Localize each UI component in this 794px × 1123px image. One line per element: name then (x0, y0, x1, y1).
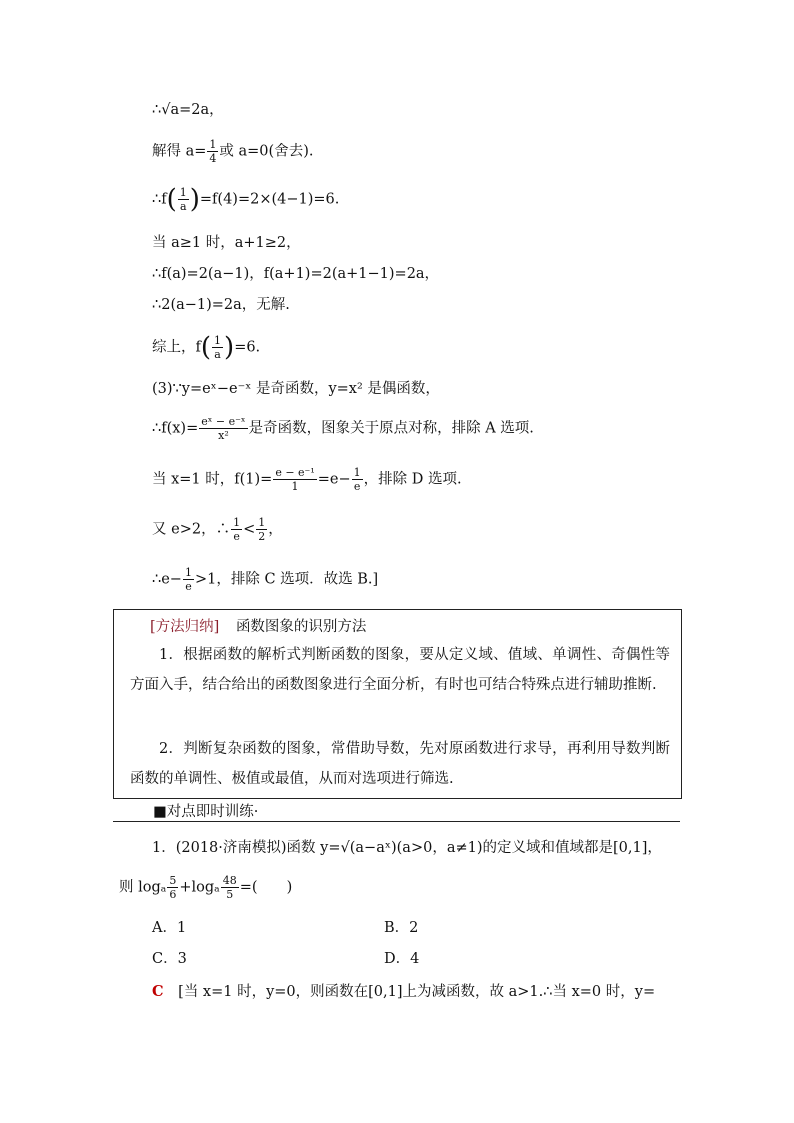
method-title: 函数图象的识别方法 (235, 619, 367, 635)
fraction (183, 566, 194, 593)
fraction-numerator: 1 (214, 334, 222, 347)
fraction-denominator: 4 (209, 152, 217, 165)
solution-line-10 (152, 466, 462, 493)
fraction-denominator: e (231, 529, 242, 543)
line3-post: =f(4)=2×(4−1)=6. (199, 191, 340, 208)
method-paragraph-2: 2．判断复杂函数的图象，常借助导数，先对原函数进行求导，再利用导数判断函数的单调性、极值或最值，从而对选项进行筛选. (130, 741, 670, 787)
option-b[interactable]: B．2 (384, 920, 419, 936)
line9-pre: ∴f(x)= (152, 420, 199, 437)
solution-line-9 (152, 415, 534, 442)
option-d[interactable]: D．4 (384, 951, 420, 967)
line12-pre: ∴e− (152, 571, 182, 588)
solution-line-4: 当 a≥1 时，a+1≥2， (152, 235, 301, 251)
fraction (178, 186, 189, 213)
solution-line-8: (3)∵y=eˣ−e⁻ˣ 是奇函数，y=x² 是偶函数， (152, 381, 440, 397)
fraction (231, 516, 242, 543)
fraction-denominator: 5 (221, 887, 239, 901)
fraction-numerator: 1 (258, 516, 266, 529)
fraction (221, 874, 239, 901)
line12-post: >1，排除 C 选项．故选 B.] (194, 571, 379, 588)
fraction-numerator: 1 (209, 138, 217, 151)
left-paren: ( (166, 184, 177, 215)
solution-line-2 (152, 138, 313, 165)
line3-pre: ∴f (152, 191, 167, 208)
line7-post: =6. (234, 339, 261, 356)
fraction-numerator: 1 (233, 516, 241, 529)
line2-pre: 解得 a= (152, 143, 207, 160)
line10-mid: =e− (317, 471, 351, 488)
fraction-denominator: e (352, 479, 363, 493)
fraction-numerator: e − e⁻¹ (275, 466, 315, 479)
solution-line-6: ∴2(a−1)=2a，无解. (152, 297, 290, 313)
fraction-numerator: 48 (222, 874, 237, 887)
question-line-2 (119, 874, 292, 901)
answer-letter: C (152, 983, 164, 1000)
option-a[interactable]: A．1 (152, 920, 187, 936)
line11-pre: 又 e>2，∴ (152, 521, 231, 538)
fraction-numerator: 5 (169, 874, 177, 887)
solution-line-1: ∴√a=2a， (152, 102, 224, 118)
fraction-numerator: eˣ − e⁻ˣ (201, 415, 246, 428)
fraction-denominator: 2 (258, 530, 266, 543)
fraction (167, 874, 178, 901)
fraction-denominator: 6 (169, 888, 177, 901)
right-paren: ) (189, 184, 200, 215)
method-paragraph-1: 1．根据函数的解析式判断函数的图象，要从定义域、值域、单调性、奇偶性等方面入手，结合给出的函数图象进行全面分析，有时也可结合特殊点进行辅助推断. (130, 647, 670, 693)
training-section-bar (113, 799, 680, 822)
method-tag: [方法归纳] (150, 619, 220, 635)
answer-line (152, 982, 655, 1002)
fraction (273, 466, 316, 493)
solution-line-3 (152, 186, 339, 213)
line11-post: ， (268, 521, 283, 538)
option-c[interactable]: C．3 (152, 951, 187, 967)
question-line-1: 1．(2018·济南模拟)函数 y=√(a−aˣ)(a>0，a≠1)的定义域和值域都是[0,1]， (152, 840, 662, 856)
fraction (207, 138, 218, 165)
line10-pre: 当 x=1 时，f(1)= (152, 471, 273, 488)
fraction (212, 334, 223, 361)
method-summary-box (113, 609, 682, 799)
line7-pre: 综上，f (152, 339, 201, 356)
fraction (199, 415, 247, 442)
solution-line-7 (152, 334, 260, 361)
left-paren: ( (200, 332, 212, 363)
fraction-denominator: x² (199, 428, 247, 442)
fraction-denominator: a (212, 347, 223, 361)
fraction-denominator: a (178, 199, 189, 213)
line9-post: 是奇函数，图象关于原点对称，排除 A 选项. (248, 420, 534, 437)
line10-post: ，排除 D 选项. (363, 471, 462, 488)
training-title: ■对点即时训练· (153, 804, 259, 820)
q-pre: 则 logₐ (119, 879, 167, 896)
fraction-numerator: 1 (179, 186, 187, 199)
fraction (352, 466, 363, 493)
fraction-denominator: 1 (273, 479, 316, 493)
solution-line-12 (152, 566, 378, 593)
line2-post: 或 a=0(舍去). (219, 143, 314, 160)
fraction (256, 516, 267, 543)
solution-line-11 (152, 516, 283, 543)
answer-text: [当 x=1 时，y=0，则函数在[0,1]上为减函数，故 a>1.∴当 x=0 时，y= (178, 984, 656, 1000)
fraction-numerator: 1 (353, 466, 361, 479)
fraction-numerator: 1 (184, 566, 192, 579)
solution-line-5: ∴f(a)=2(a−1)，f(a+1)=2(a+1−1)=2a， (152, 266, 440, 282)
q-mid: +logₐ (179, 879, 220, 896)
method-header (150, 615, 366, 636)
q-post: =( ) (239, 879, 293, 896)
line11-mid: < (243, 521, 256, 538)
fraction-denominator: e (183, 579, 194, 593)
right-paren: ) (224, 332, 235, 363)
